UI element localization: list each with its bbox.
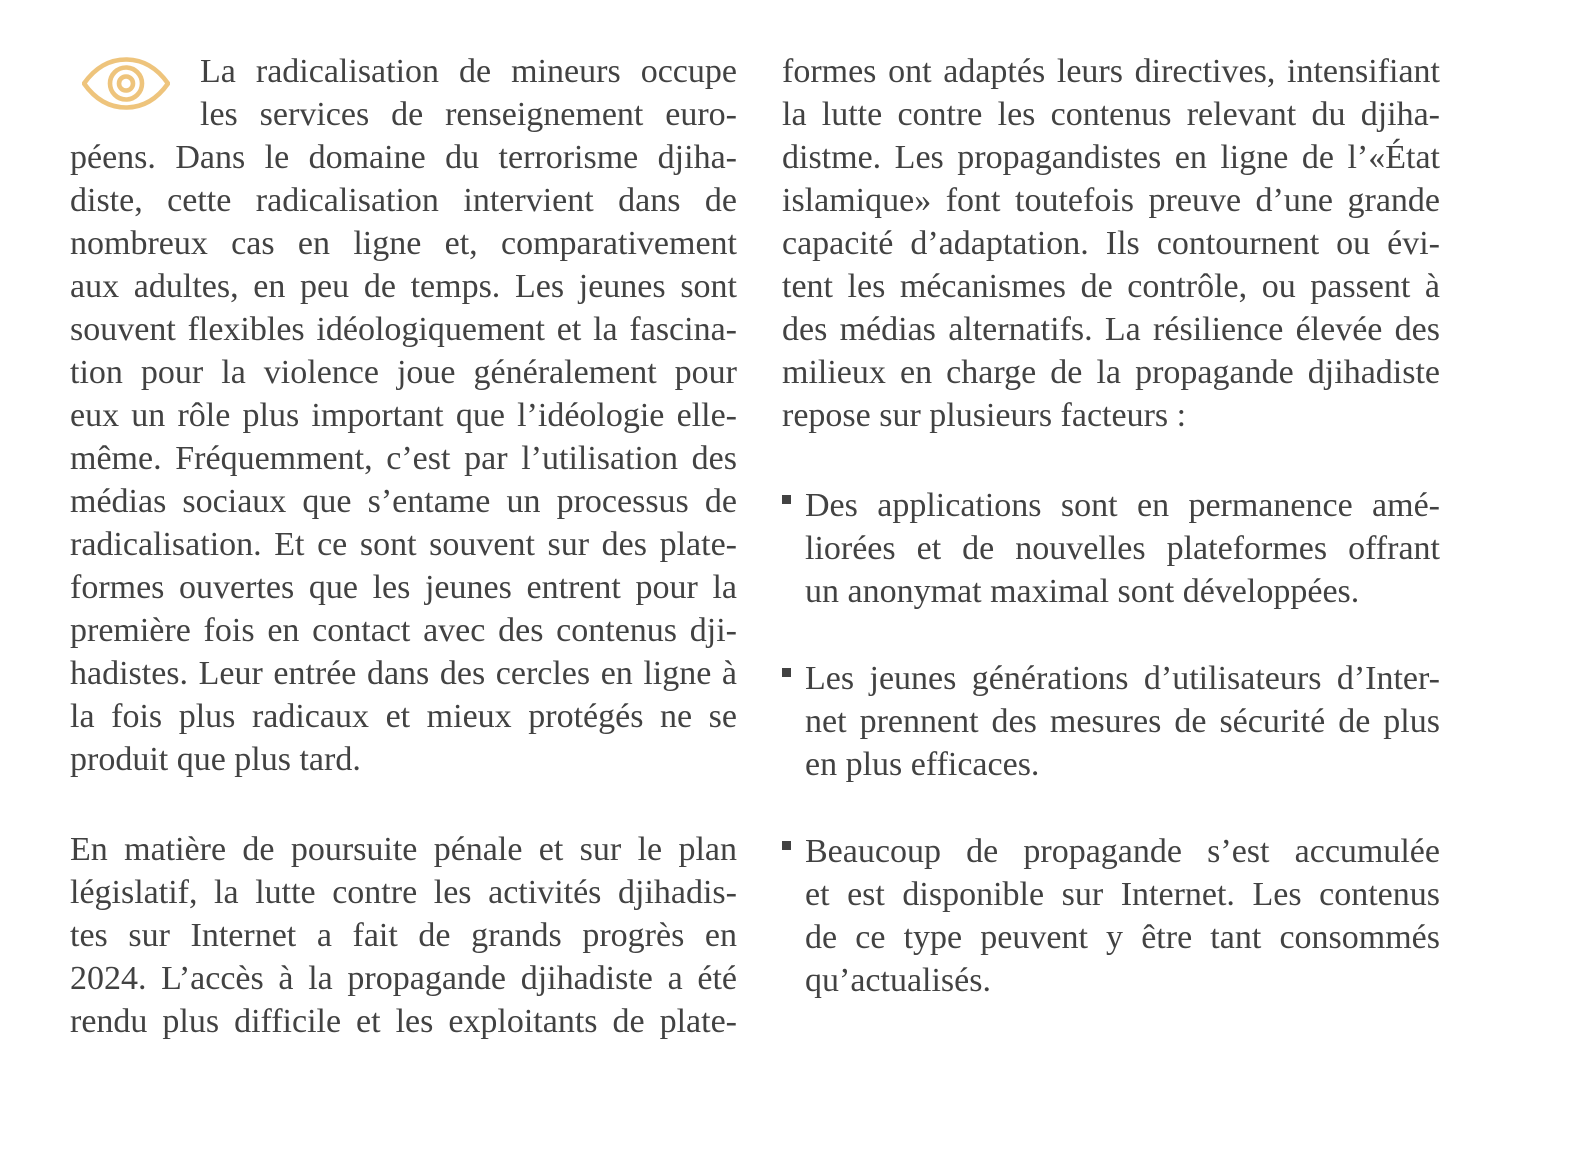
text-line: même. Fréquemment, c’est par l’utilisation des [70, 440, 737, 477]
text-line: la lutte contre les contenus relevant du djiha- [782, 96, 1440, 133]
text-line: 2024. L’accès à la propagande djihadiste a été [70, 960, 737, 997]
bullet-text-accumulated-propaganda [805, 830, 1440, 1002]
bullet-square-icon [782, 841, 791, 850]
text-line: formes ouvertes que les jeunes entrent pour la [70, 569, 737, 606]
text-line: rendu plus difficile et les exploitants de plate- [70, 1003, 737, 1040]
text-line: péens. Dans le domaine du terrorisme djiha- [70, 139, 737, 176]
text-line: Les jeunes générations d’utilisateurs d’Inter- [805, 660, 1440, 697]
text-line: net prennent des mesures de sécurité de plus [805, 703, 1440, 740]
left-column [70, 50, 737, 1043]
text-line: les services de renseignement euro- [200, 96, 737, 133]
text-line: islamique» font toutefois preuve d’une grande [782, 182, 1440, 219]
text-line: nombreux cas en ligne et, comparativement [70, 225, 737, 262]
text-line: tent les mécanismes de contrôle, ou passent à [782, 268, 1440, 305]
text-line: aux adultes, en peu de temps. Les jeunes sont [70, 268, 737, 305]
text-line: diste, cette radicalisation intervient dans de [70, 182, 737, 219]
paragraph-legal-prosecution [70, 828, 737, 1043]
text-line: formes ont adaptés leurs directives, intensifiant [782, 53, 1440, 90]
text-line: eux un rôle plus important que l’idéologie elle- [70, 397, 737, 434]
text-line: hadistes. Leur entrée dans des cercles en ligne à [70, 655, 737, 692]
paragraph-intro [70, 50, 737, 781]
text-line: en plus efficaces. [805, 746, 1040, 783]
eye-icon-float [70, 50, 200, 136]
text-line: Beaucoup de propagande s’est accumulée [805, 833, 1440, 870]
bullet-square-icon [782, 668, 791, 677]
text-line: La radicalisation de mineurs occupe [200, 53, 737, 90]
text-line: distme. Les propagandistes en ligne de l’«État [782, 139, 1440, 176]
text-line: Des applications sont en permanence amé- [805, 487, 1440, 524]
text-line: et est disponible sur Internet. Les contenus [805, 876, 1440, 913]
right-column [782, 50, 1440, 1002]
text-line: législatif, la lutte contre les activités djihadis- [70, 874, 737, 911]
text-line: tes sur Internet a fait de grands progrès en [70, 917, 737, 954]
text-line: médias sociaux que s’entame un processus de [70, 483, 737, 520]
text-line: la fois plus radicaux et mieux protégés ne se [70, 698, 737, 735]
text-line: repose sur plusieurs facteurs : [782, 397, 1187, 434]
text-line: de ce type peuvent y être tant consommés [805, 919, 1440, 956]
text-line: un anonymat maximal sont développées. [805, 573, 1360, 610]
text-line: milieux en charge de la propagande djihadiste [782, 354, 1440, 391]
bullet-square-icon [782, 495, 791, 504]
bullet-item-young-users [782, 657, 1440, 786]
bullet-text-young-users [805, 657, 1440, 786]
text-line: première fois en contact avec des contenus dji- [70, 612, 737, 649]
text-line: souvent flexibles idéologiquement et la fascina- [70, 311, 737, 348]
bullet-item-accumulated-propaganda [782, 830, 1440, 1002]
eye-icon [82, 57, 170, 110]
bullet-item-applications [782, 484, 1440, 613]
bullet-text-applications [805, 484, 1440, 613]
text-line: liorées et de nouvelles plateformes offrant [805, 530, 1440, 567]
text-line: radicalisation. Et ce sont souvent sur des plate- [70, 526, 737, 563]
text-line: produit que plus tard. [70, 741, 361, 778]
text-line: En matière de poursuite pénale et sur le plan [70, 831, 737, 868]
text-line: des médias alternatifs. La résilience élevée des [782, 311, 1440, 348]
paragraph-platform-resilience [782, 50, 1440, 437]
text-line: capacité d’adaptation. Ils contournent ou évi- [782, 225, 1440, 262]
text-line: tion pour la violence joue généralement pour [70, 354, 737, 391]
text-line: qu’actualisés. [805, 962, 991, 999]
